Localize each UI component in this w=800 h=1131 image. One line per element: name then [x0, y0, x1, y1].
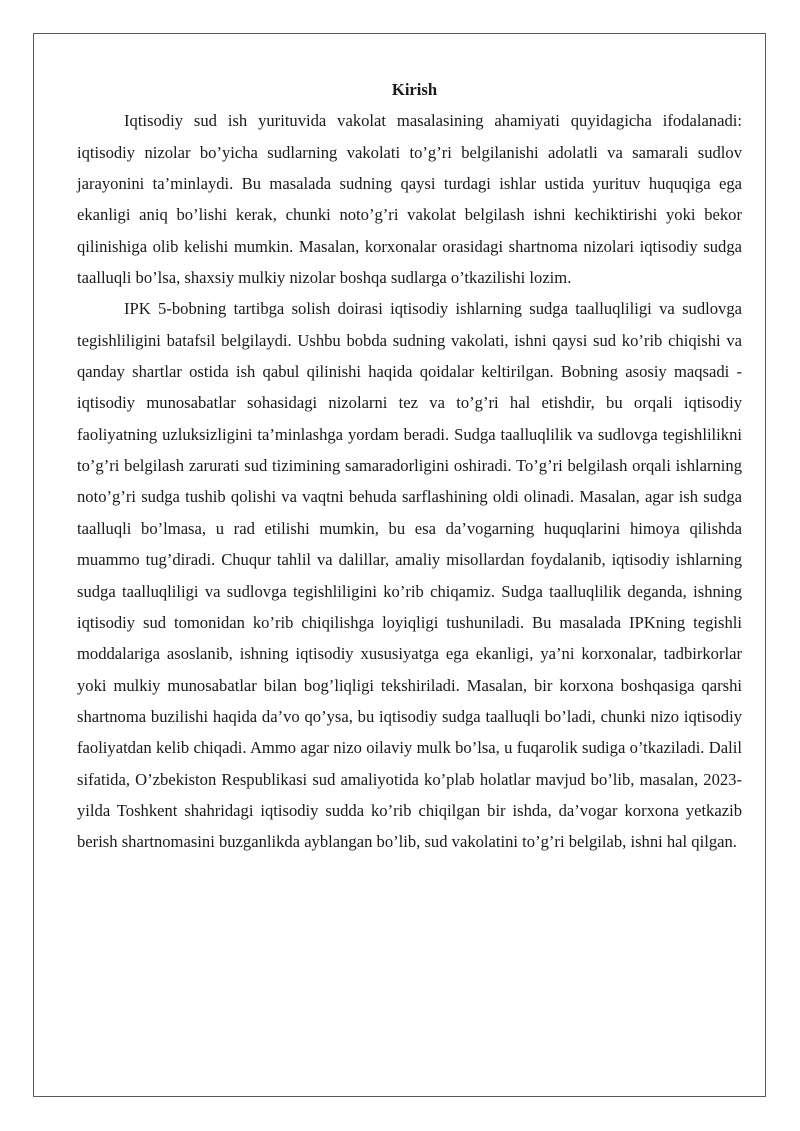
document-body [77, 74, 742, 858]
document-heading: Kirish [391, 80, 438, 99]
paragraph-1: Iqtisodiy sud ish yurituvida vakolat masalasining ahamiyati quyidagicha ifodalanadi: iqtisodiy nizolar bo’yicha sudlarning vakolati to’g’ri belgilanishi adolatli va samarali sudlov jarayonini ta’minlaydi. Bu masalada sudning qaysi turdagi ishlar ustida yurituv huquqiga ega ekanligi aniq bo’lishi kerak, chunki noto’g’ri vakolat belgilash ishni kechiktirishi yoki bekor qilinishiga olib kelishi mumkin. Masalan, korxonalar orasidagi shartnoma nizolari iqtisodiy sudga taalluqli bo’lsa, shaxsiy mulkiy nizolar boshqa sudlarga o’tkazilishi lozim. [77, 111, 742, 288]
paragraph-2: IPK 5-bobning tartibga solish doirasi iqtisodiy ishlarning sudga taalluqliligi va sudlovga tegishliligini batafsil belgilaydi. Ushbu bobda sudning vakolati, ishni qaysi sud ko’rib chiqishi va qanday shartlar ostida ish qabul qilinishi haqida qoidalar keltirilgan. Bobning asosiy maqsadi - iqtisodiy munosabatlar sohasidagi nizolarni tez va to’g’ri hal etishdir, bu orqali iqtisodiy faoliyatning uzluksizligini ta’minlashga yordam beradi. Sudga taalluqlilik va sudlovga tegishlilikni to’g’ri belgilash zarurati sud tizimining samaradorligini oshiradi. To’g’ri belgilash orqali ishlarning noto’g’ri sudga tushib qolishi va vaqtni behuda sarflashining oldi olinadi. Masalan, agar ish sudga taalluqli bo’lmasa, u rad etilishi mumkin, bu esa da’vogarning huquqlarini himoya qilishda muammo tug’diradi. Chuqur tahlil va dalillar, amaliy misollardan foydalanib, iqtisodiy ishlarning sudga taalluqliligi va sudlovga tegishliligini ko’rib chiqamiz. Sudga taalluqlilik deganda, ishning iqtisodiy sud tomonidan ko’rib chiqilishga loyiqligi tushuniladi. Bu masalada IPKning tegishli moddalariga asoslanib, ishning iqtisodiy xususiyatga ega ekanligi, ya’ni korxonalar, tadbirkorlar yoki mulkiy munosabatlar bilan bog’liqligi tekshiriladi. Masalan, bir korxona boshqasiga qarshi shartnoma buzilishi haqida da’vo qo’ysa, bu iqtisodiy sudga taalluqli bo’ladi, chunki nizo iqtisodiy faoliyatdan kelib chiqadi. Ammo agar nizo oilaviy mulk bo’lsa, u fuqarolik sudiga o’tkaziladi. Dalil sifatida, O’zbekiston Respublikasi sud amaliyotida ko’plab holatlar mavjud bo’lib, masalan, 2023-yilda Toshkent shahridagi iqtisodiy sudda ko’rib chiqilgan bir ishda, da’vogar korxona yetkazib berish shartnomasini buzganlikda ayblangan bo’lib, sud vakolatini to’g’ri belgilab, ishni hal qilgan. [77, 299, 742, 852]
